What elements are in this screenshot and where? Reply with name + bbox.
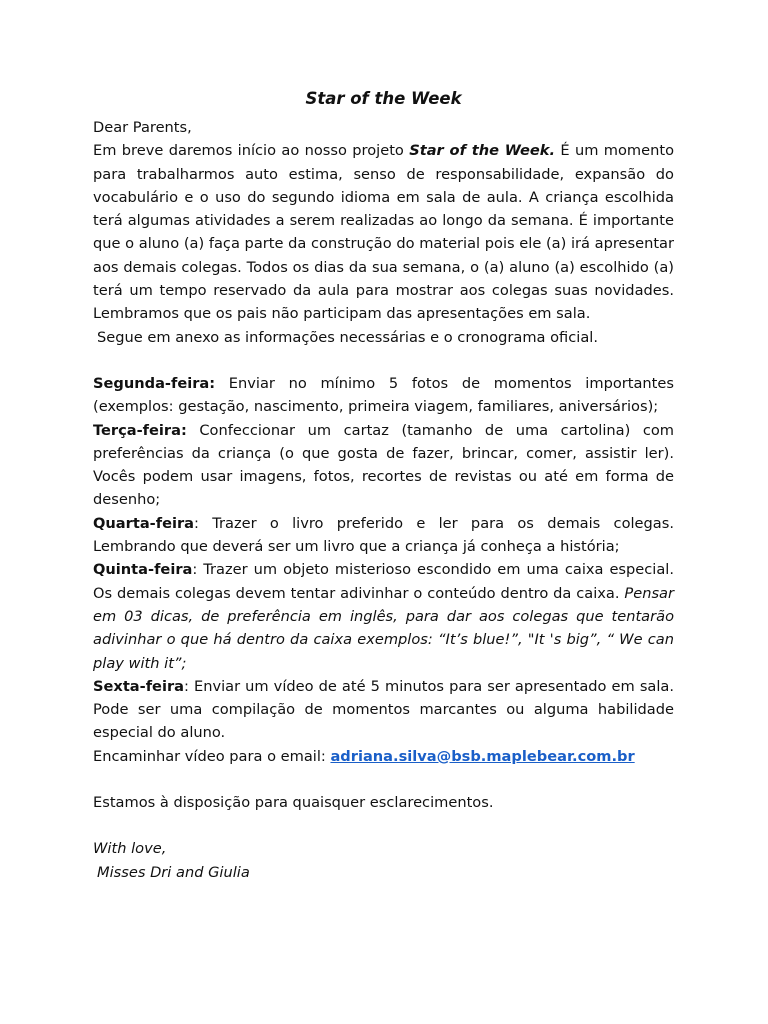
schedule-text-friday: : Enviar um vídeo de até 5 minutos para ser apresentado em sala. Pode ser uma compilação de momentos marcantes ou alguma habilidade especial do aluno. <box>93 677 674 742</box>
availability-note: Estamos à disposição para quaisquer esclarecimentos. <box>93 794 494 812</box>
letter-body <box>93 86 674 884</box>
spacer <box>93 814 674 837</box>
project-name: Star of the Week. <box>409 142 555 160</box>
schedule-text-monday: Enviar no mínimo 5 fotos de momentos importantes (exemplos: gestação, nascimento, primeira viagem, familiares, aniversários); <box>93 374 674 416</box>
spacer <box>93 768 674 791</box>
day-label-friday: Sexta-feira <box>93 677 184 695</box>
schedule-tuesday <box>93 419 674 512</box>
spacer <box>93 349 674 372</box>
page-title: Star of the Week <box>305 89 462 108</box>
video-email-line <box>93 745 674 768</box>
schedule-wednesday <box>93 512 674 559</box>
intro-paragraph <box>93 139 674 325</box>
intro-pre: Em breve daremos início ao nosso projeto <box>93 142 410 160</box>
signature: Misses Dri and Giulia <box>97 863 250 881</box>
schedule-text-thursday: : Trazer um objeto misterioso escondido em uma caixa especial. Os demais colegas devem tentar adivinhar o conteúdo dentro da caixa. <box>93 561 674 602</box>
day-label-monday: Segunda-feira: <box>93 374 216 392</box>
schedule-monday <box>93 372 674 419</box>
schedule-friday <box>93 675 674 745</box>
video-email-label: Encaminhar vídeo para o email: <box>93 747 331 765</box>
day-label-tuesday: Terça-feira: <box>93 421 187 439</box>
intro-post: É um momento para trabalharmos auto estima, senso de responsabilidade, expansão do vocabulário e o uso do segundo idioma em sala de aula. A criança escolhida terá algumas atividades a serem realizadas ao longo da semana. É importante que o aluno (a) faça parte da construção do material pois ele (a) irá apresentar aos demais colegas. Todos os dias da sua semana, o (a) aluno (a) escolhido (a) terá um tempo reservado da aula para mostrar aos colegas suas novidades. Lembramos que os pais não participam das apresentações em sala. <box>93 142 675 323</box>
email-link[interactable]: adriana.silva@bsb.maplebear.com.br <box>330 747 635 765</box>
schedule-text-wednesday: : Trazer o livro preferido e ler para os demais colegas. Lembrando que deverá ser um livro que a criança já conheça a história; <box>93 514 674 556</box>
schedule-text-tuesday: Confeccionar um cartaz (tamanho de uma cartolina) com preferências da criança (o que gosta de fazer, brincar, comer, assistir ler). Vocês podem usar imagens, fotos, recortes de revistas ou até em forma de desenho; <box>93 421 674 509</box>
day-label-thursday: Quinta-feira <box>93 561 193 579</box>
day-label-wednesday: Quarta-feira <box>93 514 195 532</box>
annex-note: Segue em anexo as informações necessárias e o cronograma oficial. <box>97 328 598 346</box>
greeting: Dear Parents, <box>93 119 192 136</box>
schedule-thursday <box>93 558 674 674</box>
closing: With love, <box>93 840 167 858</box>
schedule-italic-thursday: Pensar em 03 dicas, de preferência em inglês, para dar aos colegas que tentarão adivinhar o que há dentro da caixa exemplos: “It’s blue!”, "It 's big”, “ We can play with it”; <box>93 584 674 672</box>
